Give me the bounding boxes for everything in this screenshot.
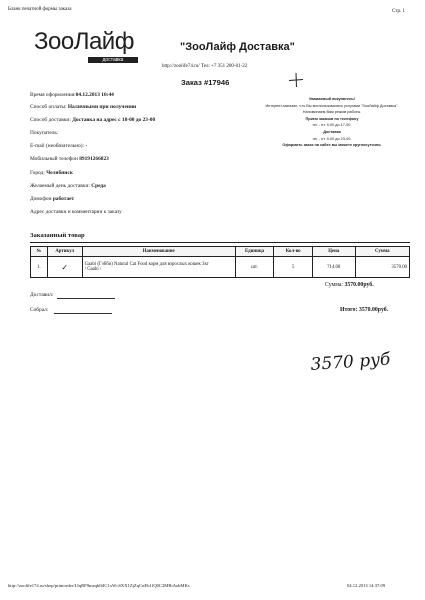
cell-name: [82, 257, 235, 278]
notice-line: пн. - пт. 9-00 до 23-00.: [312, 136, 352, 141]
field-intercom: Домофон работает: [30, 196, 75, 202]
col-price: Цена: [312, 247, 355, 257]
delivered-by-label: Доставил:: [30, 292, 54, 298]
notice-line: Оформить заказ на сайте вы можете круглосуточно.: [282, 143, 382, 148]
order-number: Заказ #17946: [181, 78, 230, 87]
shop-logo: [30, 30, 140, 64]
notice-line: пн. - пт. 9-00 до 17-00.: [312, 123, 352, 128]
cell-unit: шт.: [235, 257, 274, 278]
total-line: Итого: 3570.00руб.: [340, 307, 389, 313]
col-number: №: [31, 247, 48, 257]
notice-line: Напоминаем Вам режим работы.: [302, 110, 362, 115]
collected-by-label: Собрал:: [30, 307, 49, 313]
cell-price: 714.00: [312, 257, 355, 278]
table-header-row: [31, 247, 410, 257]
logo-text: ЗооЛайф: [34, 28, 134, 55]
notice-line: Уважаемый покупатель!: [309, 97, 355, 101]
col-name: Наименование: [82, 247, 235, 257]
cell-qty: 5: [274, 257, 313, 278]
sum-line: Сумма: 3570.00руб.: [325, 282, 374, 288]
notice-line: Прием заказов по телефону: [305, 116, 359, 121]
shop-contacts: http://zoolife74.ru/ Тел: +7 351 200-01-22: [162, 64, 248, 69]
logo-strip-text: доставка: [102, 57, 124, 63]
table-row: [31, 257, 410, 278]
field-delivery-method: Способ доставки: Доставка на адрес с 18-00 до 23-00: [30, 117, 156, 123]
col-article: Артикул: [47, 247, 82, 257]
ordered-items-title: Заказанный товар: [30, 232, 85, 239]
field-delivery-day: Желаемый день доставки: Среда: [30, 183, 106, 189]
cell-article-checkmark: ✓: [47, 257, 82, 278]
footer-timestamp: 04.12.2013 14:37:09: [347, 583, 386, 588]
print-form-label: Бланк печатной формы заказа: [8, 7, 72, 12]
customer-notice: [262, 96, 402, 149]
delivered-by-signature-line: [57, 298, 115, 299]
col-unit: Единица: [235, 247, 274, 257]
field-customer: Покупатель:: [30, 130, 59, 136]
notice-line: Интернет-магазин, что Вы воспользовались услугами "ЗооЛайф Доставка".: [265, 103, 399, 108]
item-brand: / Gaabi /: [84, 267, 102, 272]
footer-url: http://zoolife174.ru/shop/printorder/LIqRF9mzqb0tIC1xWcSXX1ZjZqCnEb1fQ0C2MRtAabMKs: [8, 583, 190, 588]
field-email: E-mail (необязательно): -: [30, 143, 88, 149]
handwritten-cross-icon: [288, 72, 304, 88]
shop-title: "ЗооЛайф Доставка": [180, 41, 295, 53]
section-divider: [30, 242, 410, 243]
logo-strip: [88, 57, 138, 63]
items-table: [30, 246, 410, 278]
item-name: Gaabi (Гэбби) Natural Cat Food корм для взрослых кошек 3кг: [84, 262, 209, 267]
collected-by-signature-line: [54, 313, 112, 314]
field-payment: Способ оплаты: Наличными при получении: [30, 104, 137, 110]
field-phone: Мобильный телефон 89191266823: [30, 156, 109, 162]
cell-sum: 3570.00: [355, 257, 409, 278]
page-number: Стр. 1: [392, 9, 406, 14]
notice-line: Доставка: [323, 129, 341, 134]
field-city: Город: Челябинск: [30, 170, 73, 176]
cell-number: 1.: [31, 257, 48, 278]
handwritten-total: 3570 руб: [310, 349, 391, 375]
col-sum: Сумма: [355, 247, 409, 257]
field-address: Адрес доставки и комментарии к заказу: [30, 209, 122, 215]
col-qty: Кол-во: [274, 247, 313, 257]
field-order-time: Время оформления:04.12.2013 10:44: [30, 92, 114, 98]
